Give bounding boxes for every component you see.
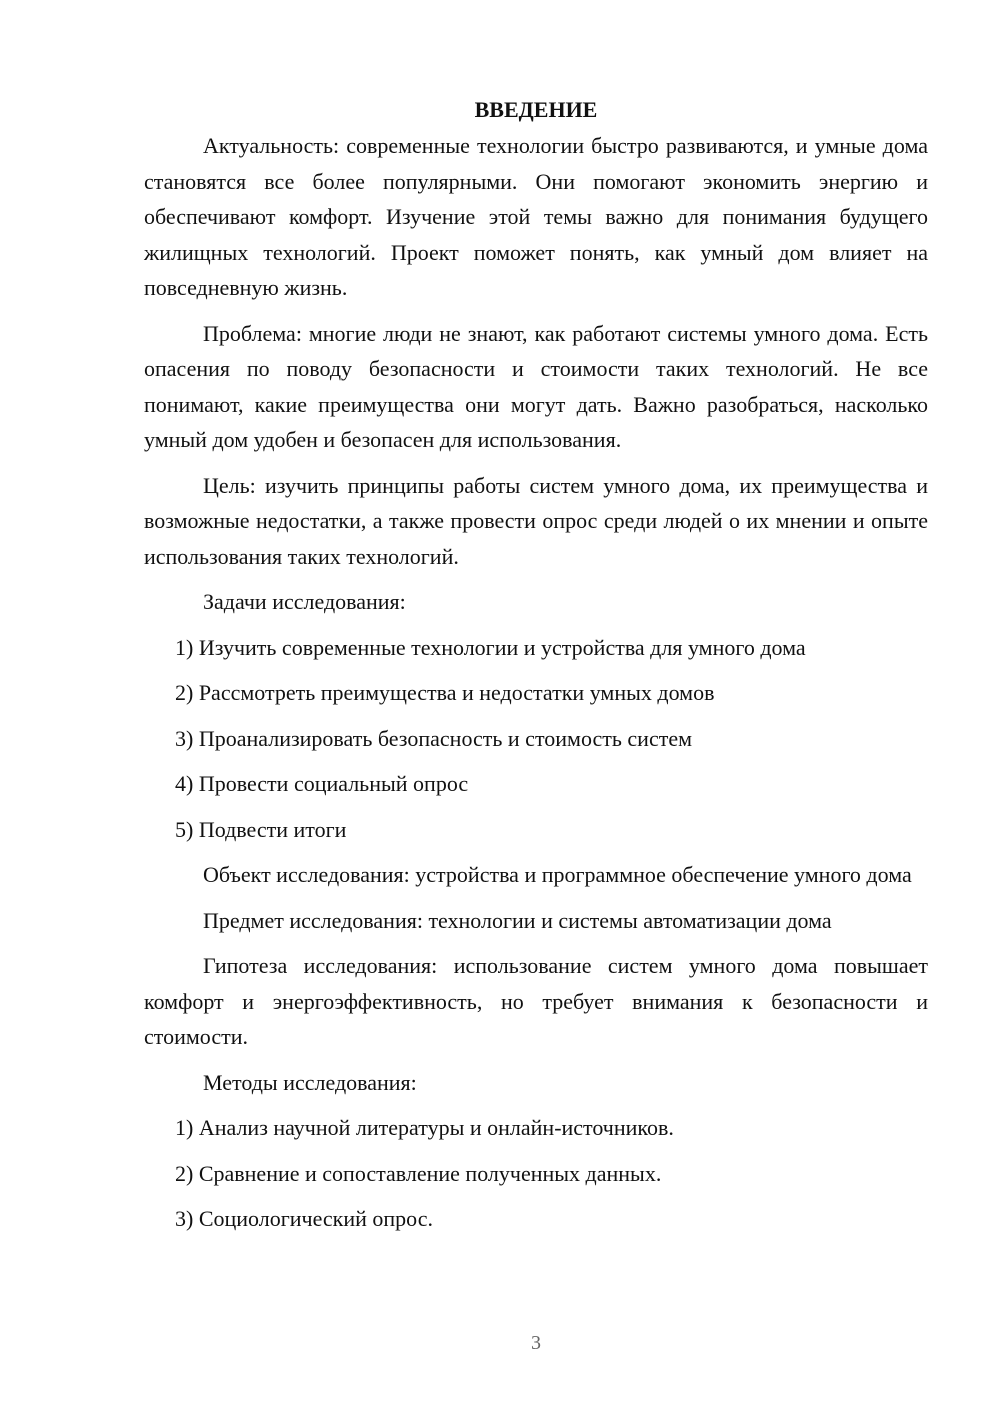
relevance-paragraph: Актуальность: современные технологии быстро развиваются, и умные дома становятся все более популярными. Они помогают экономить энергию и обеспечивают комфорт. Изучение этой темы важно для понимания будущего жилищных технологий. Проект поможет понять, как умный дом влияет на повседневную жизнь. [144, 133, 928, 300]
tasks-heading: Задачи исследования: [203, 589, 406, 614]
task-item: 1) Изучить современные технологии и устройства для умного дома [175, 634, 806, 660]
task-item: 2) Рассмотреть преимущества и недостатки умных домов [175, 680, 715, 705]
goal-paragraph: Цель: изучить принципы работы систем умного дома, их преимущества и возможные недостатки, а также провести опрос среди людей о их мнении и опыте использования таких технологий. [144, 472, 928, 569]
task-item: 5) Подвести итоги [175, 816, 347, 842]
section-title: ВВЕДЕНИЕ [474, 97, 598, 122]
subject-paragraph: Предмет исследования: технологии и системы автоматизации дома [203, 907, 832, 933]
method-item: 2) Сравнение и сопоставление полученных данных. [175, 1160, 662, 1186]
problem-paragraph: Проблема: многие люди не знают, как работают системы умного дома. Есть опасения по поводу безопасности и стоимости таких технологий. Не все понимают, какие преимущества они могут дать. Важно разобраться, насколько умный дом удобен и безопасен для использования. [144, 320, 928, 452]
page-content [144, 92, 928, 1247]
object-paragraph: Объект исследования: устройства и программное обеспечение умного дома [203, 862, 912, 887]
hypothesis-paragraph: Гипотеза исследования: использование систем умного дома повышает комфорт и энергоэффективность, но требует внимания к безопасности и стоимости. [144, 953, 928, 1049]
page-number: 3 [531, 1332, 541, 1354]
task-item: 3) Проанализировать безопасность и стоимость систем [175, 725, 693, 751]
task-item: 4) Провести социальный опрос [175, 771, 469, 796]
methods-heading: Методы исследования: [203, 1069, 417, 1095]
method-item: 3) Социологический опрос. [175, 1206, 433, 1231]
method-item: 1) Анализ научной литературы и онлайн-источников. [175, 1115, 674, 1140]
